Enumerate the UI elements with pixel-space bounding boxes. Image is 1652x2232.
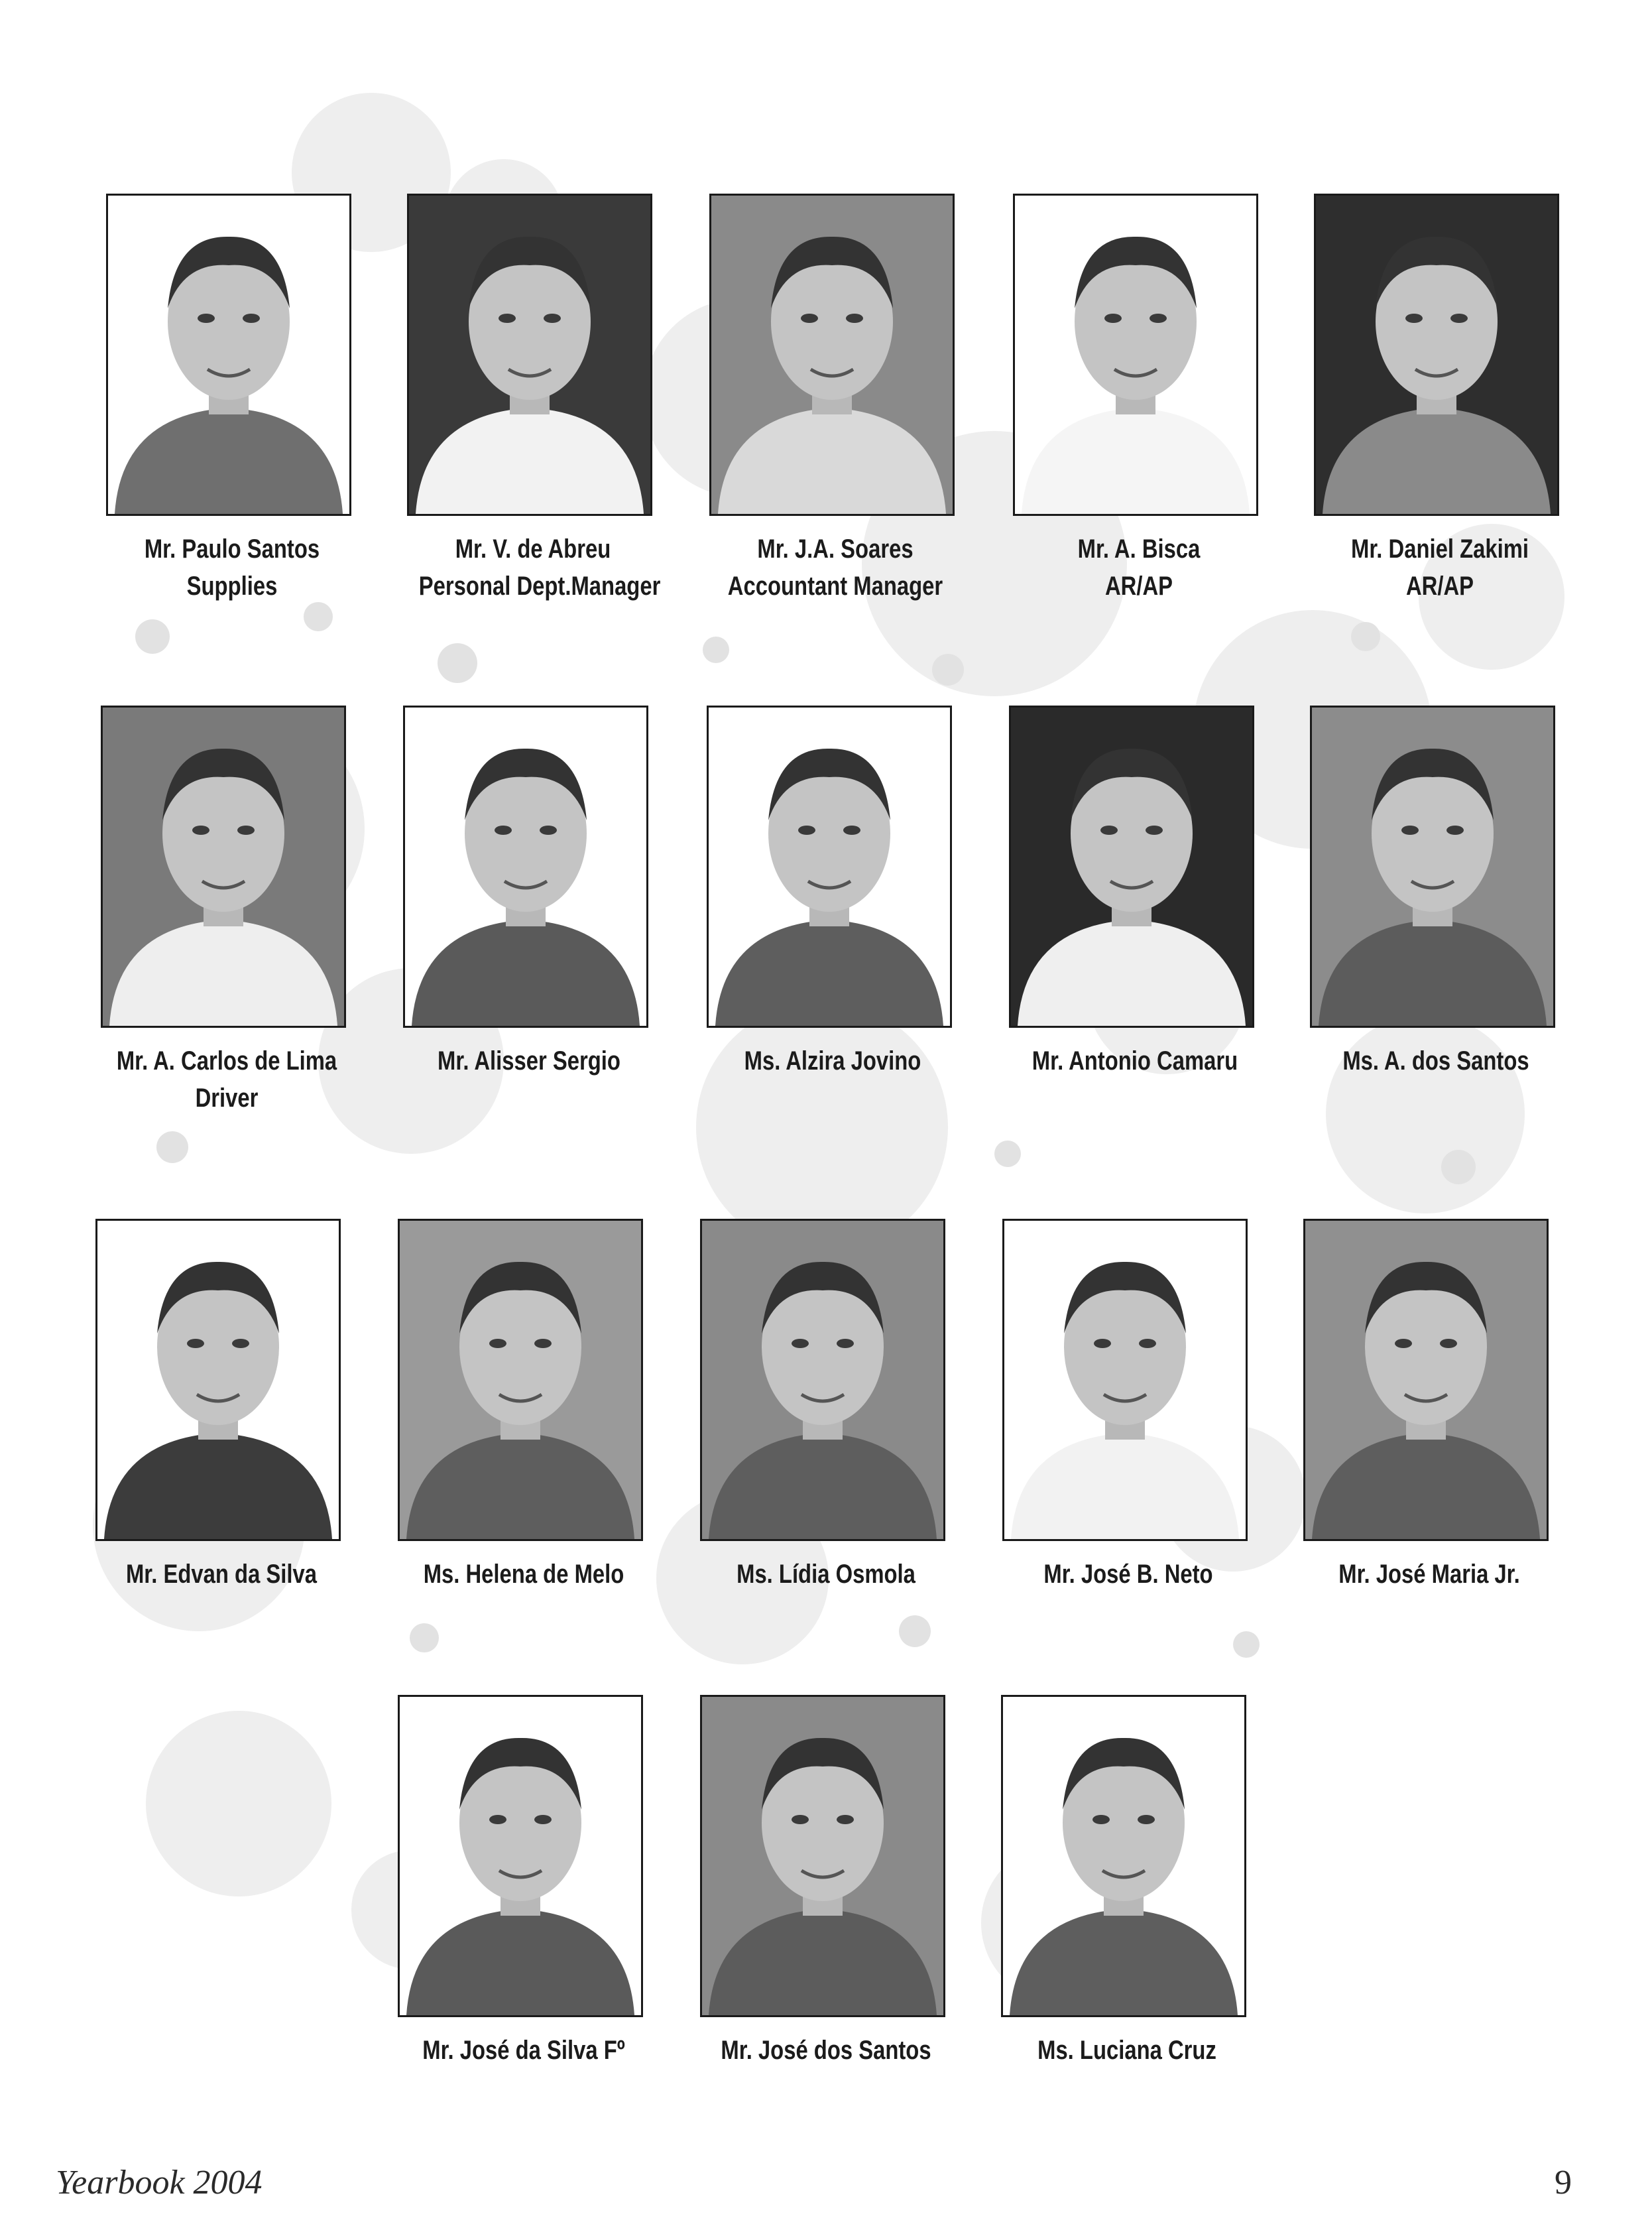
staff-caption bbox=[1290, 1556, 1568, 1593]
portrait-eye-right bbox=[1138, 1815, 1155, 1824]
portrait-image bbox=[108, 196, 349, 514]
portrait-eye-right bbox=[1450, 314, 1468, 323]
portrait-image bbox=[709, 708, 950, 1026]
portrait-image bbox=[400, 1221, 641, 1539]
staff-name: Mr. J.A. Soares bbox=[757, 534, 914, 564]
portrait-eye-right bbox=[243, 314, 260, 323]
staff-caption bbox=[996, 1042, 1274, 1080]
portrait-eye-left bbox=[489, 1815, 506, 1824]
staff-name: Mr. José Maria Jr. bbox=[1338, 1560, 1520, 1589]
page-number: 9 bbox=[1555, 2164, 1572, 2201]
staff-name: Ms. Lídia Osmola bbox=[737, 1560, 915, 1589]
staff-card bbox=[1001, 1695, 1253, 2069]
portrait-image bbox=[1011, 708, 1252, 1026]
staff-name: Mr. Daniel Zakimi bbox=[1351, 534, 1529, 564]
staff-caption bbox=[1301, 530, 1579, 605]
portrait-eye-left bbox=[798, 826, 815, 835]
portrait-eye-left bbox=[1094, 1339, 1111, 1348]
portrait-eye-left bbox=[1405, 314, 1423, 323]
staff-card bbox=[403, 706, 655, 1080]
staff-card bbox=[1310, 706, 1562, 1080]
portrait-eye-left bbox=[801, 314, 818, 323]
portrait-eye-left bbox=[495, 826, 512, 835]
staff-caption bbox=[1297, 1042, 1575, 1080]
staff-name: Ms. Helena de Melo bbox=[423, 1560, 624, 1589]
portrait-eye-left bbox=[792, 1339, 809, 1348]
portrait-eye-right bbox=[544, 314, 561, 323]
staff-photo bbox=[1314, 194, 1559, 516]
portrait-eye-right bbox=[837, 1339, 854, 1348]
staff-name: Mr. José B. Neto bbox=[1043, 1560, 1213, 1589]
portrait-eye-left bbox=[1092, 1815, 1110, 1824]
yearbook-footer-title: Yearbook 2004 bbox=[56, 2164, 263, 2201]
staff-card bbox=[1314, 194, 1566, 605]
staff-card bbox=[700, 1695, 952, 2069]
staff-caption bbox=[88, 1042, 366, 1117]
staff-photo bbox=[398, 1219, 643, 1541]
staff-role: AR/AP bbox=[1405, 572, 1474, 601]
staff-name: Mr. Edvan da Silva bbox=[125, 1560, 318, 1589]
staff-caption bbox=[687, 1556, 965, 1593]
portrait-image bbox=[1312, 708, 1553, 1026]
staff-card bbox=[1002, 1219, 1254, 1593]
staff-caption bbox=[93, 530, 371, 605]
portrait-eye-left bbox=[1100, 826, 1118, 835]
staff-name: Mr. A. Carlos de Lima bbox=[116, 1046, 337, 1076]
portrait-image bbox=[409, 196, 650, 514]
staff-name: Mr. Paulo Santos bbox=[144, 534, 320, 564]
staff-card bbox=[407, 194, 659, 605]
staff-caption bbox=[988, 2032, 1266, 2069]
portrait-eye-right bbox=[1150, 314, 1167, 323]
staff-photo bbox=[707, 706, 952, 1028]
portrait-image bbox=[711, 196, 953, 514]
portrait-eye-right bbox=[534, 1815, 552, 1824]
staff-photo bbox=[403, 706, 648, 1028]
staff-role: Accountant Manager bbox=[727, 572, 943, 601]
staff-card bbox=[707, 706, 959, 1080]
portrait-image bbox=[405, 708, 646, 1026]
portrait-eye-right bbox=[1440, 1339, 1457, 1348]
portrait-image bbox=[1004, 1221, 1246, 1539]
staff-photo bbox=[700, 1219, 945, 1541]
staff-role: Driver bbox=[195, 1084, 259, 1113]
staff-photo bbox=[1303, 1219, 1549, 1541]
portrait-eye-right bbox=[540, 826, 557, 835]
staff-photo bbox=[95, 1219, 341, 1541]
staff-card bbox=[1013, 194, 1265, 605]
portrait-eye-right bbox=[1446, 826, 1464, 835]
portrait-eye-left bbox=[198, 314, 215, 323]
staff-card bbox=[106, 194, 358, 605]
portrait-image bbox=[97, 1221, 339, 1539]
portrait-eye-right bbox=[232, 1339, 249, 1348]
portrait-image bbox=[702, 1697, 943, 2015]
portrait-eye-right bbox=[237, 826, 255, 835]
staff-photo bbox=[398, 1695, 643, 2017]
staff-card bbox=[398, 1695, 650, 2069]
staff-name: Mr. Antonio Camaru bbox=[1032, 1046, 1238, 1076]
staff-caption bbox=[82, 1556, 361, 1593]
portrait-eye-right bbox=[837, 1815, 854, 1824]
staff-name: Mr. Alisser Sergio bbox=[438, 1046, 620, 1076]
portrait-eye-right bbox=[534, 1339, 552, 1348]
portrait-eye-left bbox=[1104, 314, 1122, 323]
staff-caption bbox=[1000, 530, 1278, 605]
staff-name: Ms. A. dos Santos bbox=[1342, 1046, 1529, 1076]
staff-name: Mr. A. Bisca bbox=[1077, 534, 1201, 564]
staff-name: Mr. José dos Santos bbox=[721, 2036, 931, 2065]
portrait-eye-left bbox=[1401, 826, 1419, 835]
staff-name: Mr. V. de Abreu bbox=[455, 534, 611, 564]
portrait-image bbox=[1003, 1697, 1244, 2015]
staff-caption bbox=[390, 1042, 668, 1080]
staff-caption bbox=[384, 2032, 663, 2069]
staff-caption bbox=[693, 1042, 972, 1080]
staff-name: Mr. José da Silva Fº bbox=[422, 2036, 625, 2065]
staff-name: Ms. Alzira Jovino bbox=[744, 1046, 921, 1076]
portrait-eye-right bbox=[843, 826, 860, 835]
staff-photo bbox=[1310, 706, 1555, 1028]
staff-name: Ms. Luciana Cruz bbox=[1037, 2036, 1216, 2065]
staff-caption bbox=[687, 2032, 965, 2069]
staff-photo bbox=[1002, 1219, 1248, 1541]
staff-caption bbox=[989, 1556, 1268, 1593]
staff-card bbox=[709, 194, 961, 605]
staff-caption bbox=[384, 1556, 663, 1593]
portrait-image bbox=[1015, 196, 1256, 514]
portrait-eye-left bbox=[1395, 1339, 1412, 1348]
portrait-eye-left bbox=[187, 1339, 204, 1348]
staff-photo bbox=[1001, 1695, 1246, 2017]
staff-card bbox=[95, 1219, 347, 1593]
portrait-eye-left bbox=[489, 1339, 506, 1348]
staff-photo bbox=[709, 194, 955, 516]
portrait-eye-right bbox=[846, 314, 863, 323]
staff-card bbox=[700, 1219, 952, 1593]
staff-photo bbox=[700, 1695, 945, 2017]
portrait-eye-left bbox=[792, 1815, 809, 1824]
staff-caption bbox=[696, 530, 974, 605]
staff-role: AR/AP bbox=[1104, 572, 1173, 601]
portrait-image bbox=[1305, 1221, 1547, 1539]
portrait-image bbox=[702, 1221, 943, 1539]
portrait-image bbox=[1316, 196, 1557, 514]
portrait-image bbox=[400, 1697, 641, 2015]
portrait-eye-right bbox=[1139, 1339, 1156, 1348]
staff-card bbox=[398, 1219, 650, 1593]
staff-caption bbox=[394, 530, 672, 605]
staff-card bbox=[1009, 706, 1261, 1080]
staff-card bbox=[1303, 1219, 1555, 1593]
staff-photo bbox=[101, 706, 346, 1028]
staff-photo bbox=[106, 194, 351, 516]
portrait-eye-left bbox=[192, 826, 209, 835]
staff-card bbox=[101, 706, 353, 1117]
staff-role: Supplies bbox=[186, 572, 278, 601]
staff-photo bbox=[1009, 706, 1254, 1028]
staff-photo bbox=[407, 194, 652, 516]
portrait-image bbox=[103, 708, 344, 1026]
portrait-eye-left bbox=[499, 314, 516, 323]
staff-role: Personal Dept.Manager bbox=[418, 572, 661, 601]
staff-photo bbox=[1013, 194, 1258, 516]
portrait-eye-right bbox=[1146, 826, 1163, 835]
